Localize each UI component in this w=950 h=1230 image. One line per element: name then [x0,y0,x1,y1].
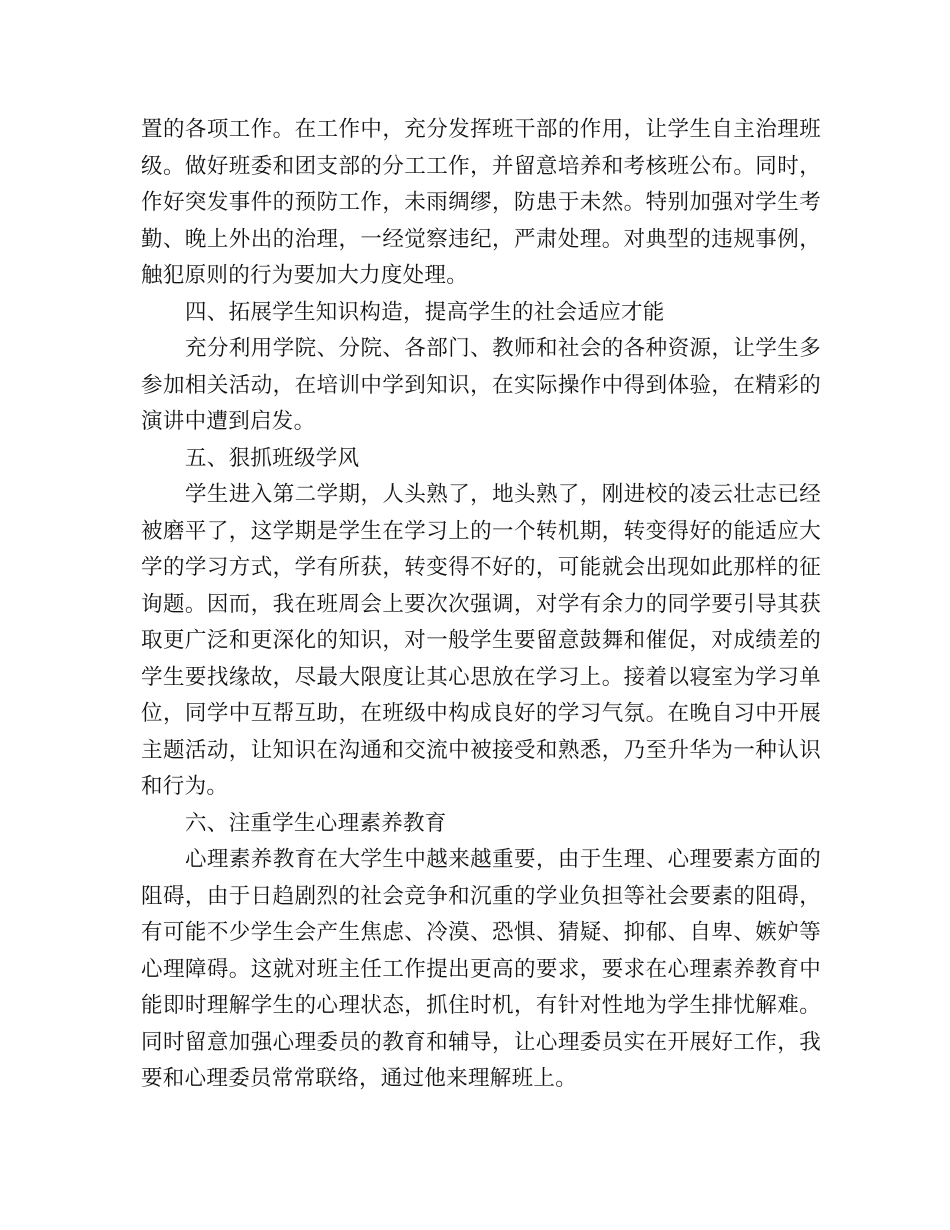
document-body [141,112,821,1098]
paragraph-continuation: 置的各项工作。在工作中，充分发挥班干部的作用，让学生自主治理班级。做好班委和团支部的分工工作，并留意培养和考核班公布。同时，作好突发事件的预防工作，未雨绸缪，防患于未然。特别加强对学生考勤、晚上外出的治理，一经觉察违纪，严肃处理。对典型的违规事例，触犯原则的行为要加大力度处理。 [141,117,821,288]
paragraph-resources: 充分利用学院、分院、各部门、教师和社会的各种资源，让学生多参加相关活动，在培训中学到知识，在实际操作中得到体验，在精彩的演讲中遭到启发。 [141,336,821,434]
paragraph-study-style: 学生进入第二学期，人头熟了，地头熟了，刚进校的凌云壮志已经被磨平了，这学期是学生在学习上的一个转机期，转变得好的能适应大学的学习方式，学有所获，转变得不好的，可能就会出现如此那样的征询题。因而，我在班周会上要次次强调，对学有余力的同学要引导其获取更广泛和更深化的知识，对一般学生要留意鼓舞和催促，对成绩差的学生要找缘故，尽最大限度让其心思放在学习上。接着以寝室为学习单位，同学中互帮互助，在班级中构成良好的学习气氛。在晚自习中开展主题活动，让知识在沟通和交流中被接受和熟悉，乃至升华为一种认识和行为。 [141,482,821,799]
section-heading-6: 六、注重学生心理素养教育 [185,810,447,836]
paragraph-mental-health: 心理素养教育在大学生中越来越重要，由于生理、心理要素方面的阻碍，由于日趋剧烈的社会竞争和沉重的学业负担等社会要素的阻碍，有可能不少学生会产生焦虑、冷漠、恐惧、猜疑、抑郁、自卑、嫉妒等心理障碍。这就对班主任工作提出更高的要求，要求在心理素养教育中能即时理解学生的心理状态，抓住时机，有针对性地为学生排忧解难。同时留意加强心理委员的教育和辅导，让心理委员实在开展好工作，我要和心理委员常常联络，通过他来理解班上。 [141,847,821,1091]
section-heading-4: 四、拓展学生知识构造，提高学生的社会适应才能 [185,299,665,325]
section-heading-5: 五、狠抓班级学风 [185,445,360,471]
